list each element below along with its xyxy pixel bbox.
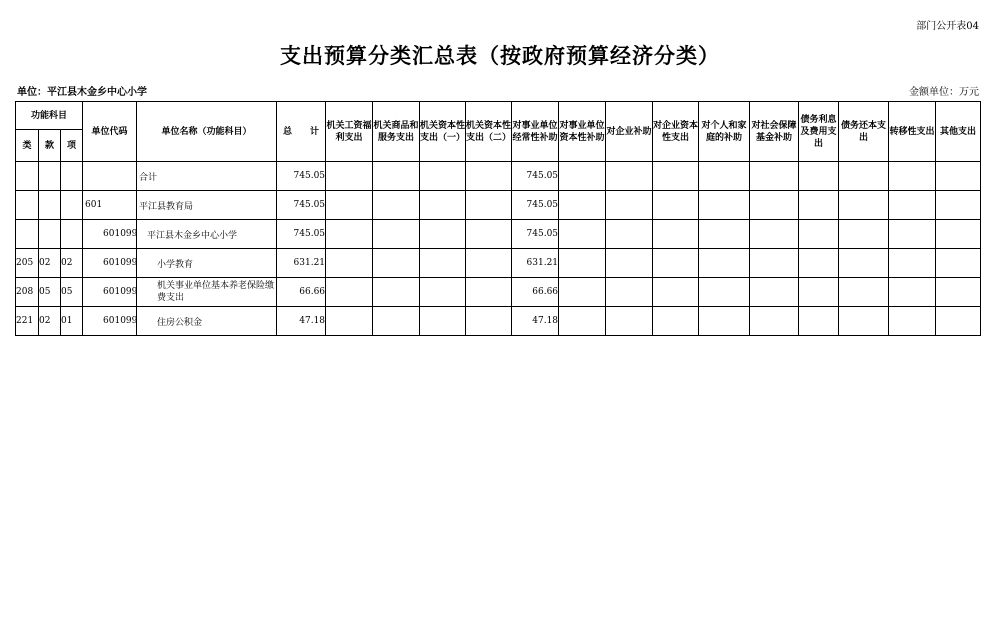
cell-empty <box>373 278 420 307</box>
cell-empty <box>936 220 981 249</box>
cell-unit-code: 601099 <box>83 278 137 307</box>
table-row <box>16 249 981 278</box>
cell-empty <box>466 278 512 307</box>
cell-empty <box>750 307 799 336</box>
unit-label: 单位：平江县木金乡中心小学 <box>17 87 147 98</box>
cell-empty <box>466 307 512 336</box>
cell-lei <box>16 162 39 191</box>
header-col: 债务还本支出 <box>839 102 889 162</box>
cell-lei: 221 <box>16 307 39 336</box>
cell-empty <box>653 191 699 220</box>
cell-empty <box>373 307 420 336</box>
cell-empty <box>699 220 750 249</box>
table-row <box>16 278 981 307</box>
cell-empty <box>606 220 653 249</box>
cell-empty <box>750 162 799 191</box>
header-col: 对个人和家庭的补助 <box>699 102 750 162</box>
cell-empty <box>559 162 606 191</box>
cell-empty <box>606 162 653 191</box>
cell-total: 745.05 <box>277 220 326 249</box>
page-title: 支出预算分类汇总表（按政府预算经济分类） <box>280 44 720 68</box>
cell-total: 745.05 <box>277 162 326 191</box>
cell-empty <box>889 278 936 307</box>
cell-kuan <box>39 162 61 191</box>
form-number: 部门公开表04 <box>916 21 979 32</box>
cell-empty <box>799 249 839 278</box>
cell-empty <box>420 220 466 249</box>
cell-xiang <box>61 220 83 249</box>
table-body <box>16 162 981 336</box>
cell-shiye-jingchang: 745.05 <box>512 220 559 249</box>
table-row <box>16 220 981 249</box>
cell-unit-name: 平江县教育局 <box>137 191 277 220</box>
cell-xiang: 05 <box>61 278 83 307</box>
cell-empty <box>559 220 606 249</box>
cell-empty <box>559 191 606 220</box>
header-col: 对事业单位资本性补助 <box>559 102 606 162</box>
cell-empty <box>936 162 981 191</box>
cell-xiang <box>61 191 83 220</box>
cell-empty <box>699 278 750 307</box>
cell-unit-name: 合计 <box>137 162 277 191</box>
header-col: 机关资本性支出（二） <box>466 102 512 162</box>
header-lei: 类 <box>16 130 39 162</box>
cell-kuan: 05 <box>39 278 61 307</box>
cell-shiye-jingchang: 745.05 <box>512 162 559 191</box>
cell-empty <box>373 249 420 278</box>
header-col: 机关工资福利支出 <box>326 102 373 162</box>
cell-empty <box>889 249 936 278</box>
cell-empty <box>889 162 936 191</box>
cell-unit-name: 机关事业单位基本养老保险缴费支出 <box>137 278 277 307</box>
header-col: 其他支出 <box>936 102 981 162</box>
cell-empty <box>653 249 699 278</box>
cell-empty <box>420 162 466 191</box>
cell-total: 745.05 <box>277 191 326 220</box>
cell-empty <box>326 307 373 336</box>
cell-empty <box>420 307 466 336</box>
header-function-subject: 功能科目 <box>16 102 83 130</box>
cell-empty <box>420 278 466 307</box>
cell-empty <box>420 191 466 220</box>
cell-unit-code <box>83 162 137 191</box>
table-row <box>16 162 981 191</box>
cell-unit-code: 601099 <box>83 307 137 336</box>
cell-empty <box>420 249 466 278</box>
cell-empty <box>326 220 373 249</box>
cell-empty <box>839 191 889 220</box>
table-row <box>16 191 981 220</box>
cell-empty <box>466 249 512 278</box>
cell-xiang <box>61 162 83 191</box>
header-col: 转移性支出 <box>889 102 936 162</box>
cell-shiye-jingchang: 631.21 <box>512 249 559 278</box>
cell-unit-code: 601099 <box>83 249 137 278</box>
cell-empty <box>466 191 512 220</box>
money-unit-label: 金额单位：万元 <box>909 87 979 98</box>
cell-total: 66.66 <box>277 278 326 307</box>
cell-empty <box>889 307 936 336</box>
cell-total: 47.18 <box>277 307 326 336</box>
cell-empty <box>653 278 699 307</box>
cell-empty <box>606 249 653 278</box>
header-col: 对企业资本性支出 <box>653 102 699 162</box>
cell-empty <box>936 191 981 220</box>
cell-empty <box>799 307 839 336</box>
cell-unit-code: 601099 <box>83 220 137 249</box>
cell-empty <box>839 307 889 336</box>
cell-lei: 208 <box>16 278 39 307</box>
cell-shiye-jingchang: 745.05 <box>512 191 559 220</box>
cell-empty <box>466 220 512 249</box>
cell-empty <box>799 220 839 249</box>
cell-empty <box>699 249 750 278</box>
cell-empty <box>699 307 750 336</box>
table-row <box>16 307 981 336</box>
cell-empty <box>653 162 699 191</box>
cell-empty <box>839 220 889 249</box>
cell-empty <box>839 278 889 307</box>
cell-empty <box>326 162 373 191</box>
cell-empty <box>559 307 606 336</box>
cell-empty <box>699 191 750 220</box>
header-unit-code: 单位代码 <box>83 102 137 162</box>
cell-empty <box>799 278 839 307</box>
cell-empty <box>889 220 936 249</box>
cell-kuan: 02 <box>39 249 61 278</box>
cell-empty <box>839 249 889 278</box>
cell-kuan <box>39 191 61 220</box>
header-col: 债务利息及费用支出 <box>799 102 839 162</box>
cell-empty <box>373 191 420 220</box>
cell-xiang: 02 <box>61 249 83 278</box>
header-col: 对企业补助 <box>606 102 653 162</box>
header-total: 总 计 <box>277 102 326 162</box>
cell-empty <box>326 191 373 220</box>
cell-empty <box>653 220 699 249</box>
header-col: 机关商品和服务支出 <box>373 102 420 162</box>
cell-empty <box>606 278 653 307</box>
cell-empty <box>606 191 653 220</box>
cell-empty <box>750 220 799 249</box>
cell-kuan: 02 <box>39 307 61 336</box>
cell-empty <box>750 278 799 307</box>
cell-xiang: 01 <box>61 307 83 336</box>
cell-empty <box>699 162 750 191</box>
header-xiang: 项 <box>61 130 83 162</box>
cell-empty <box>799 191 839 220</box>
header-unit-name: 单位名称（功能科目） <box>137 102 277 162</box>
cell-lei <box>16 191 39 220</box>
cell-empty <box>466 162 512 191</box>
cell-empty <box>606 307 653 336</box>
cell-empty <box>750 191 799 220</box>
cell-unit-name: 住房公积金 <box>137 307 277 336</box>
cell-empty <box>936 278 981 307</box>
cell-empty <box>799 162 839 191</box>
cell-kuan <box>39 220 61 249</box>
cell-empty <box>750 249 799 278</box>
cell-empty <box>559 249 606 278</box>
cell-empty <box>373 162 420 191</box>
header-kuan: 款 <box>39 130 61 162</box>
cell-empty <box>559 278 606 307</box>
cell-shiye-jingchang: 66.66 <box>512 278 559 307</box>
cell-unit-name: 平江县木金乡中心小学 <box>137 220 277 249</box>
cell-unit-code: 601 <box>83 191 137 220</box>
cell-total: 631.21 <box>277 249 326 278</box>
cell-empty <box>326 278 373 307</box>
cell-empty <box>936 307 981 336</box>
cell-empty <box>326 249 373 278</box>
cell-lei <box>16 220 39 249</box>
budget-table <box>15 101 981 336</box>
header-col: 机关资本性支出（一） <box>420 102 466 162</box>
cell-unit-name: 小学教育 <box>137 249 277 278</box>
cell-empty <box>653 307 699 336</box>
cell-empty <box>889 191 936 220</box>
cell-empty <box>839 162 889 191</box>
cell-shiye-jingchang: 47.18 <box>512 307 559 336</box>
header-col: 对事业单位经常性补助 <box>512 102 559 162</box>
cell-empty <box>373 220 420 249</box>
cell-lei: 205 <box>16 249 39 278</box>
header-col: 对社会保障基金补助 <box>750 102 799 162</box>
cell-empty <box>936 249 981 278</box>
